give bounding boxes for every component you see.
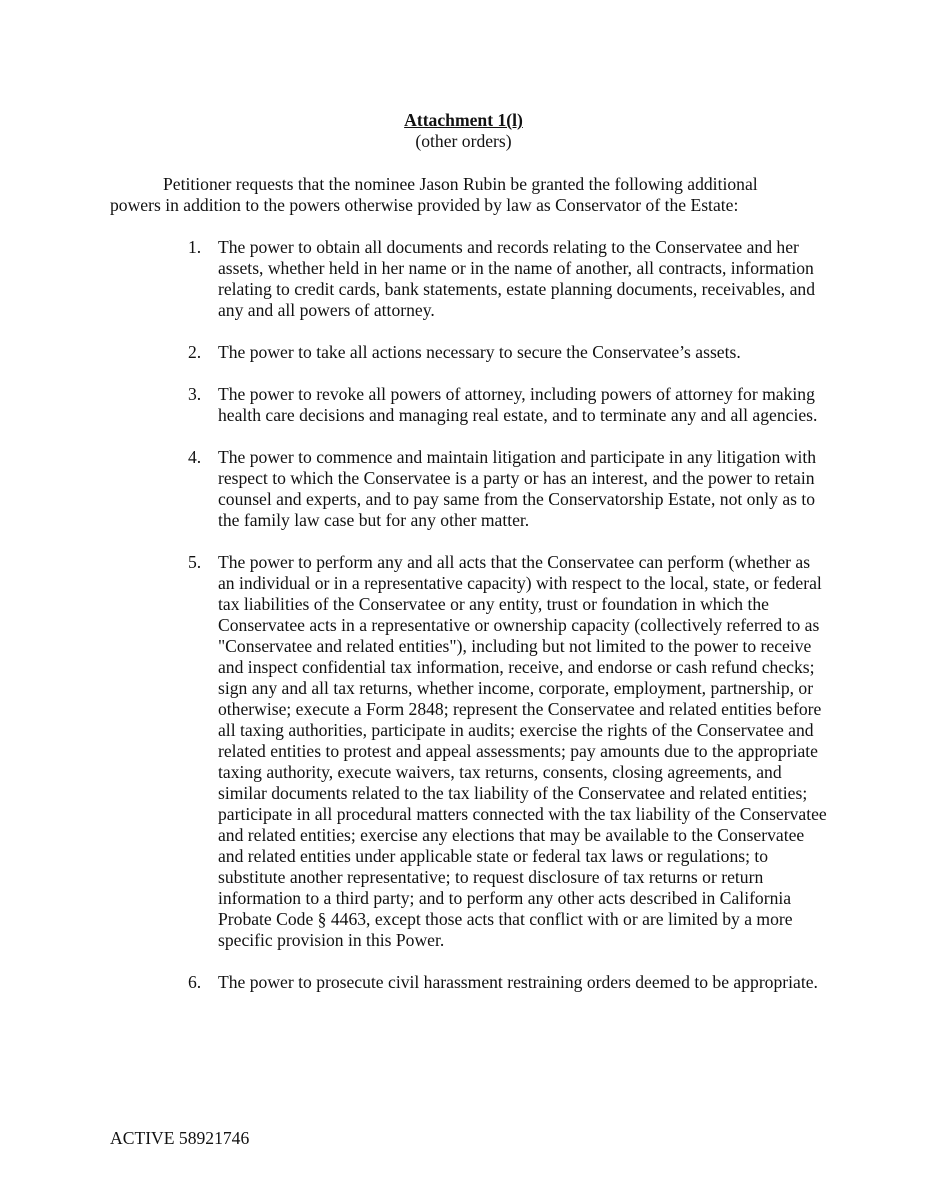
list-item-text: The power to revoke all powers of attorney, including powers of attorney for making health care decisions and managing real estate, and to terminate any and all agencies.: [218, 384, 818, 425]
list-item: [188, 972, 828, 993]
list-item-text: The power to take all actions necessary to secure the Conservatee’s assets.: [218, 342, 741, 362]
list-item: [188, 552, 828, 951]
list-item: [188, 447, 828, 531]
intro-paragraph: Petitioner requests that the nominee Jason Rubin be granted the following additional powers in addition to the powers otherwise provided by law as Conservator of the Estate:: [110, 174, 758, 215]
list-item: [188, 384, 828, 426]
list-item-text: The power to perform any and all acts that the Conservatee can perform (whether as an individual or in a representative capacity) with respect to the local, state, or federal tax liabilities of the Conservatee or any entity, trust or foundation in which the Conservatee acts in a representative or ownership capacity (collectively referred to as "Conservatee and related entities"), including but not limited to the power to receive and inspect confidential tax information, receive, and endorse or cash refund checks; sign any and all tax returns, whether income, corporate, employment, partnership, or otherwise; execute a Form 2848; represent the Conservatee and related entities before all taxing authorities, participate in audits; exercise the rights of the Conservatee and related entities to protest and appeal assessments; pay amounts due to the appropriate taxing authority, execute waivers, tax returns, consents, closing agreements, and similar documents related to the tax liability of the Conservatee and related entities; participate in all procedural matters connected with the tax liability of the Conservatee and related entities; exercise any elections that may be available to the Conservatee and related entities under applicable state or federal tax laws or regulations; to substitute another representative; to request disclosure of tax returns or return information to a third party; and to perform any other acts described in California Probate Code § 4463, except those acts that conflict with or are limited by a more specific provision in this Power.: [218, 552, 827, 950]
document-id-footer: ACTIVE 58921746: [110, 1128, 250, 1148]
list-item: [188, 342, 828, 363]
list-item-number: 3.: [188, 384, 202, 404]
page-title: Attachment 1(l): [404, 110, 523, 130]
list-item-number: 5.: [188, 552, 202, 572]
list-item-text: The power to prosecute civil harassment restraining orders deemed to be appropriate.: [218, 972, 818, 992]
list-item-text: The power to commence and maintain litigation and participate in any litigation with respect to which the Conservatee is a party or has an interest, and the power to retain counsel and experts, and to pay same from the Conservatorship Estate, not only as to the family law case but for any other matter.: [218, 447, 817, 530]
list-item-number: 2.: [188, 342, 202, 362]
list-item-number: 4.: [188, 447, 202, 467]
list-item-number: 1.: [188, 237, 202, 257]
page-subtitle: (other orders): [415, 131, 512, 151]
list-item-text: The power to obtain all documents and records relating to the Conservatee and her assets, whether held in her name or in the name of another, all contracts, information relating to credit cards, bank statements, estate planning documents, receivables, and any and all powers of attorney.: [218, 237, 816, 320]
powers-list: [188, 237, 828, 1014]
list-item-number: 6.: [188, 972, 202, 992]
list-item: [188, 237, 828, 321]
